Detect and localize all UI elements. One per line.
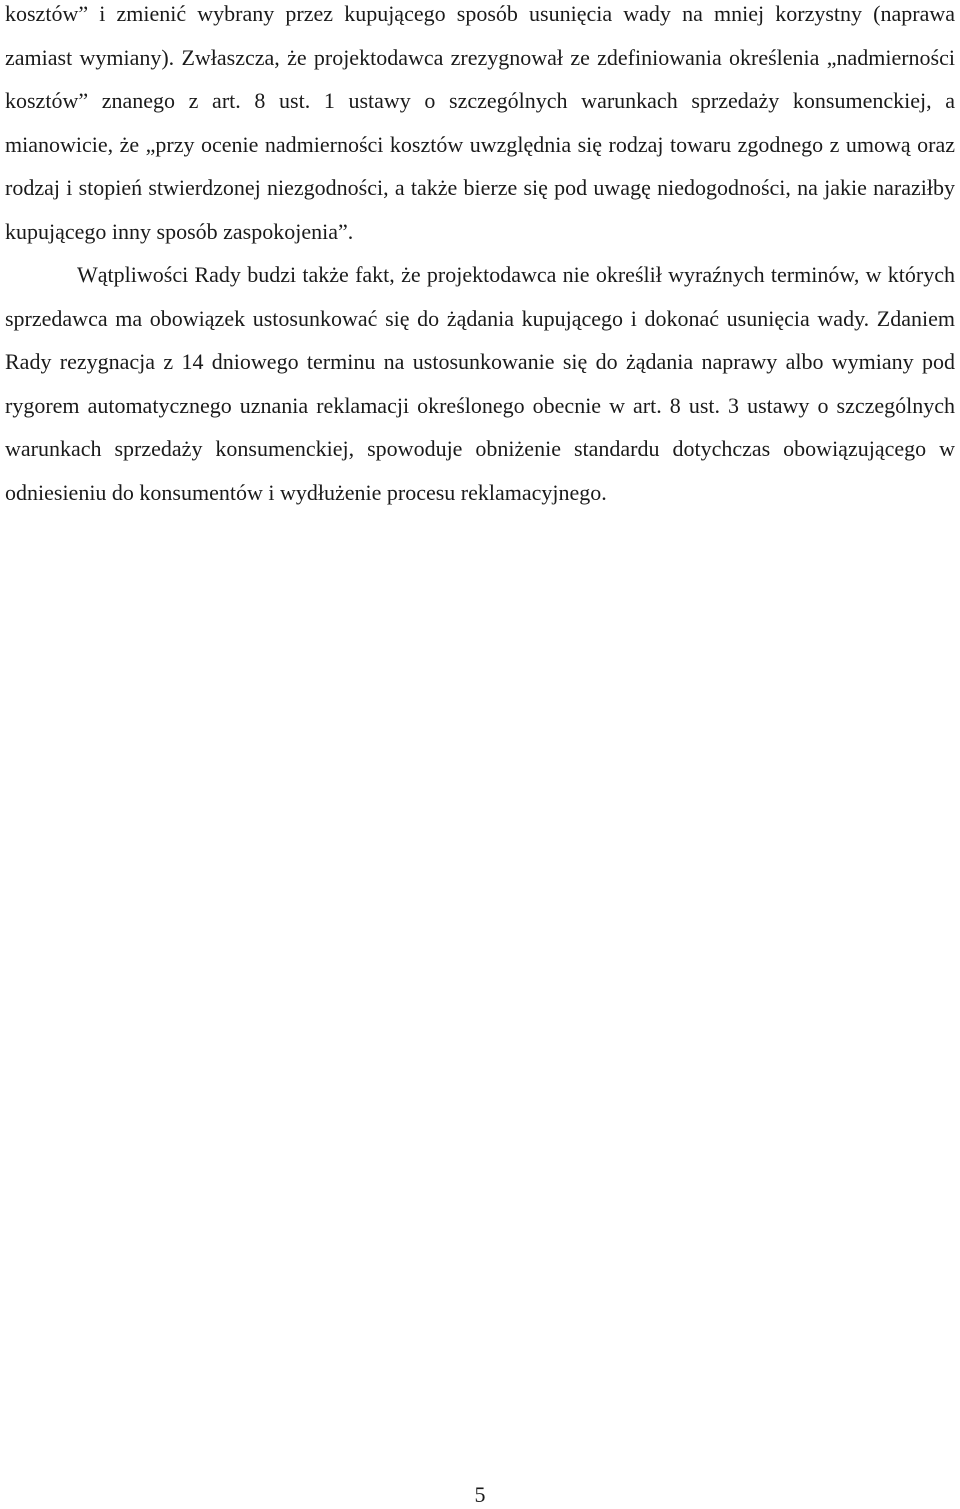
body-text: [5, 0, 955, 514]
page-number: 5: [474, 1482, 486, 1507]
paragraph-costs-excess: kosztów” i zmienić wybrany przez kupującego sposób usunięcia wady na mniej korzystny (naprawa zamiast wymiany). Zwłaszcza, że projektodawca zrezygnował ze zdefiniowania określenia „nadmierności kosztów” znanego z art. 8 ust. 1 ustawy o szczególnych warunkach sprzedaży konsumenckiej, a mianowicie, że „przy ocenie nadmierności kosztów uwzględnia się rodzaj towaru zgodnego z umową oraz rodzaj i stopień stwierdzonej niezgodności, a także bierze się pod uwagę niedogodności, na jakie naraziłby kupującego inny sposób zaspokojenia”.: [5, 1, 955, 244]
paragraph-council-doubts: Wątpliwości Rady budzi także fakt, że projektodawca nie określił wyraźnych terminów, w których sprzedawca ma obowiązek ustosunkować się do żądania kupującego i dokonać usunięcia wady. Zdaniem Rady rezygnacja z 14 dniowego terminu na ustosunkowanie się do żądania naprawy albo wymiany pod rygorem automatycznego uznania reklamacji określonego obecnie w art. 8 ust. 3 ustawy o szczególnych warunkach sprzedaży konsumenckiej, spowoduje obniżenie standardu dotychczas obowiązującego w odniesieniu do konsumentów i wydłużenie procesu reklamacyjnego.: [5, 262, 955, 505]
